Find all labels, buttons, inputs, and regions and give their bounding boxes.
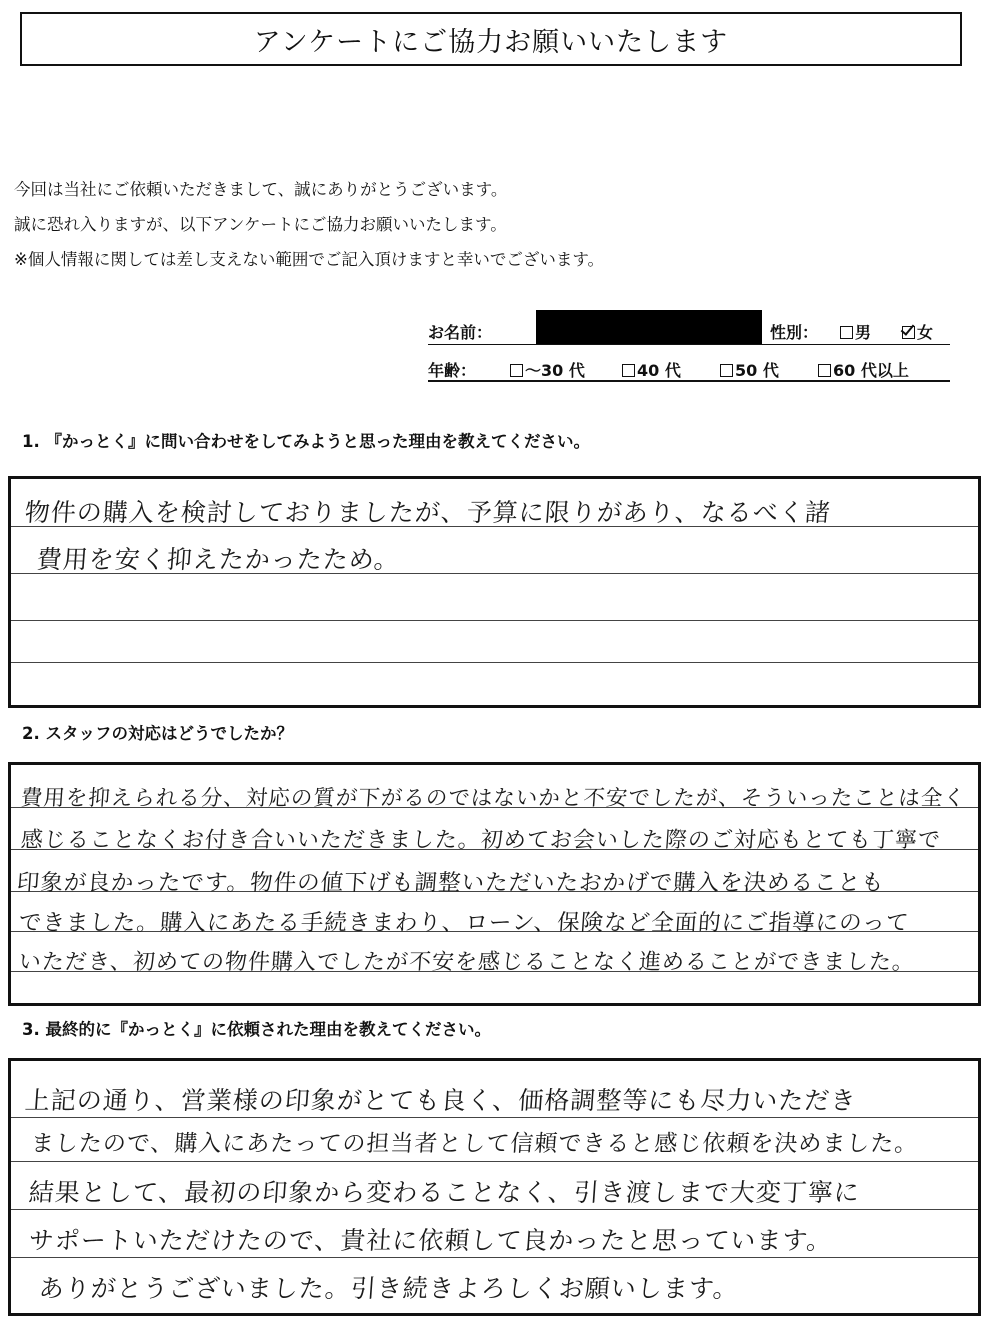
question-2-label: 2. スタッフの対応はどうでしたか？ (22, 724, 293, 743)
gender-label: 性別： (770, 323, 819, 342)
checkbox-icon[interactable] (720, 364, 733, 377)
ruled-line (11, 1257, 978, 1258)
answer-2-line: 感じることなくお付き合いいただきました。初めてお会いした際のご対応もとても丁寧で (19, 828, 942, 853)
survey-title (20, 12, 962, 66)
gender-option-female[interactable]: 女 (902, 320, 933, 343)
answer-1-box[interactable] (8, 476, 981, 708)
answer-2-line: いただき、初めての物件購入でしたが不安を感じることなく進めることができました。 (17, 950, 916, 975)
answer-3-box[interactable] (8, 1058, 981, 1316)
checkbox-icon[interactable] (818, 364, 831, 377)
answer-3-line: ありがとうございました。引き続きよろしくお願いします。 (37, 1274, 740, 1303)
gender-field-line (766, 344, 950, 345)
answer-2-box[interactable] (8, 762, 981, 1006)
age-row (428, 356, 950, 382)
age-option-40s[interactable]: 40 代 (622, 358, 681, 381)
ruled-line (11, 1117, 978, 1118)
answer-3-line: サポートいただけたので、貴社に依頼して良かったと思っています。 (27, 1226, 834, 1255)
survey-title-text: アンケートにご協力お願いいたします (253, 26, 729, 58)
checkbox-icon[interactable] (622, 364, 635, 377)
answer-3-line: ましたので、購入にあたっての担当者として信頼できると感じ依頼を決めました。 (29, 1131, 920, 1157)
checkbox-icon[interactable] (840, 326, 853, 339)
checkbox-icon[interactable] (510, 364, 523, 377)
intro-line: 今回は当社にご依頼いただきまして、誠にありがとうございます。 (14, 180, 508, 199)
intro-line: ※個人情報に関しては差し支えない範囲でご記入頂けますと幸いでございます。 (14, 250, 605, 269)
answer-1-line: 費用を安く抑えたかったため。 (35, 545, 401, 574)
ruled-line (11, 1161, 978, 1162)
answer-1-line: 物件の購入を検討しておりましたが、予算に限りがあり、なるべく諸 (23, 498, 832, 527)
name-field-line (428, 344, 766, 345)
intro-line: 誠に恐れ入りますが、以下アンケートにご協力お願いいたします。 (14, 215, 507, 234)
redacted-name (536, 310, 762, 344)
answer-2-line: 費用を抑えられる分、対応の質が下がるのではないかと不安でしたが、そういったことは全く (19, 786, 967, 811)
name-gender-row (428, 318, 950, 346)
question-1-label: 1. 『かっとく』に問い合わせをしてみようと思った理由を教えてください。 (22, 432, 590, 451)
checked-checkbox-icon[interactable] (902, 326, 915, 339)
answer-3-line: 上記の通り、営業様の印象がとても良く、価格調整等にも尽力いただき (23, 1086, 858, 1115)
question-3-label: 3. 最終的に『かっとく』に依頼された理由を教えてください。 (22, 1020, 491, 1039)
answer-2-line: 印象が良かったです。物件の値下げも調整いただいたおかげで購入を決めることも (15, 870, 886, 896)
ruled-line (11, 662, 978, 663)
age-option-50s[interactable]: 50 代 (720, 358, 779, 381)
ruled-line (11, 1209, 978, 1210)
intro-text (14, 172, 604, 277)
name-label: お名前： (428, 323, 493, 342)
age-label: 年齢： (428, 361, 477, 380)
age-option-under-30[interactable]: ～30 代 (510, 358, 585, 381)
answer-2-line: できました。購入にあたる手続きまわり、ローン、保険など全面的にご指導にのって (17, 910, 911, 936)
gender-option-male[interactable]: 男 (840, 320, 871, 343)
age-option-60-plus[interactable]: 60 代以上 (818, 358, 909, 381)
answer-3-line: 結果として、最初の印象から変わることなく、引き渡しまで大変丁寧に (27, 1178, 861, 1207)
ruled-line (11, 620, 978, 621)
